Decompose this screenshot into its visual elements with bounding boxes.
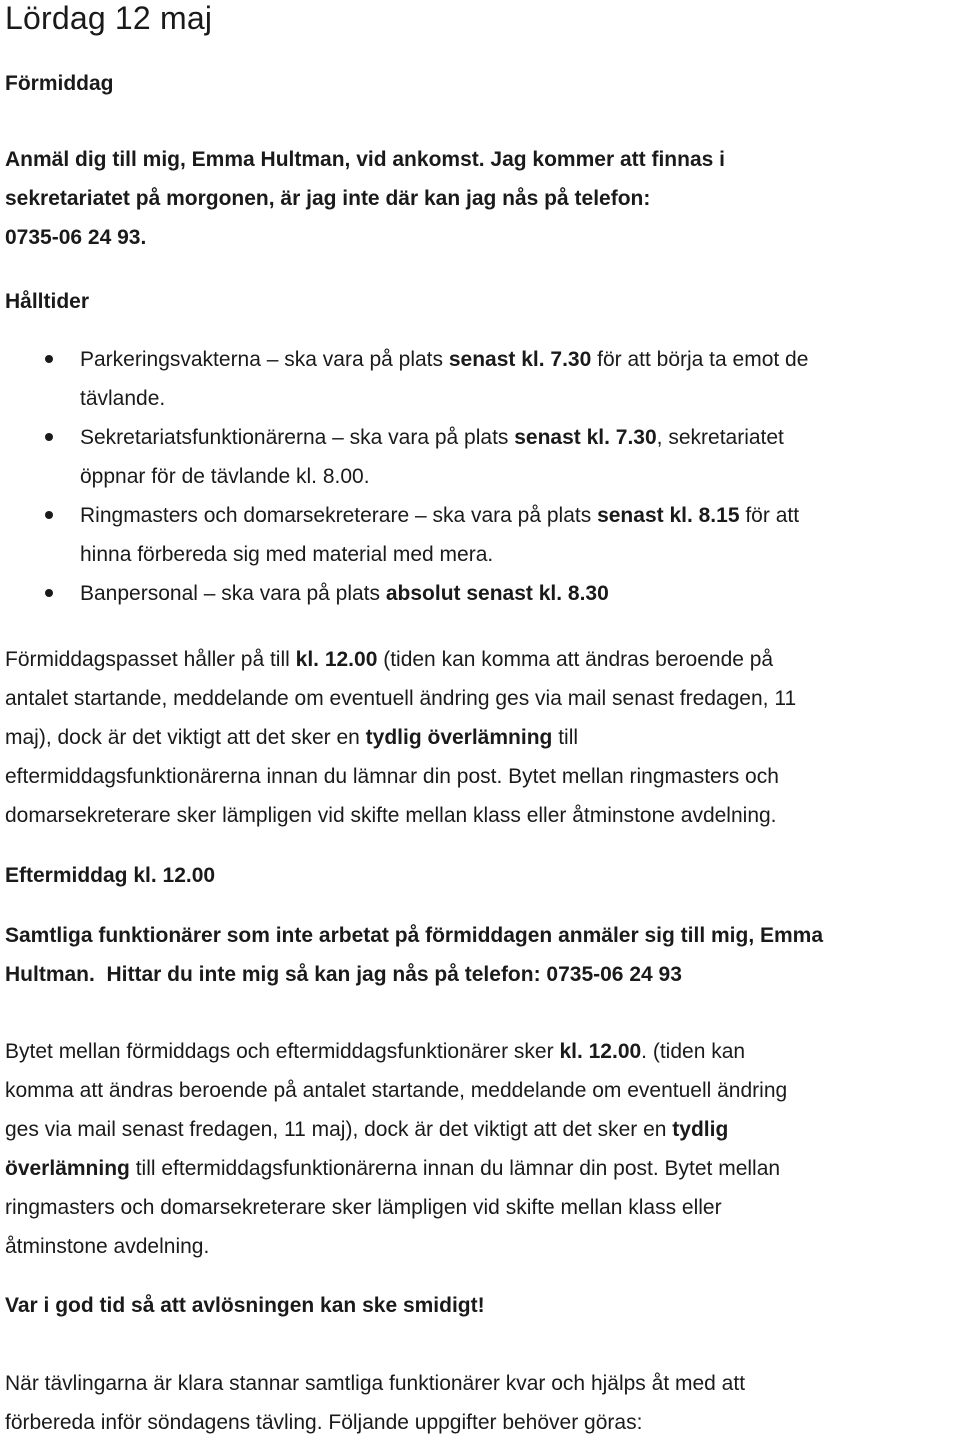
bullet-icon: [45, 589, 53, 597]
list-item: Ringmasters och domarsekreterare – ska vara på plats senast kl. 8.15 för att hinna förbereda sig med material med mera.: [5, 496, 957, 574]
shift-change-paragraph: Bytet mellan förmiddags och eftermiddagsfunktionärer sker kl. 12.00. (tiden kan komma att ändras beroende på antalet startande, meddelande om eventuell ändring ges via mail senast fredagen, 11 maj), dock är det viktigt att det sker en tydlig överlämning till eftermiddagsfunktionärerna innan du lämnar din post. Bytet mellan ringmasters och domarsekreterare sker lämpligen vid skifte mellan klass eller åtminstone avdelning.: [5, 1040, 788, 1258]
intro-line: sekretariatet på morgonen, är jag inte där kan jag nås på telefon:: [5, 187, 651, 210]
list-item: Sekretariatsfunktionärerna – ska vara på plats senast kl. 7.30, sekretariatet öppnar för de tävlande kl. 8.00.: [5, 418, 957, 496]
afternoon-heading: Eftermiddag kl. 12.00: [5, 864, 216, 887]
morning-pass-paragraph: Förmiddagspasset håller på till kl. 12.00 (tiden kan komma att ändras beroende på antalet startande, meddelande om eventuell ändring ges via mail senast fredagen, 11 maj), dock är det viktigt att det sker en tydlig överlämning till eftermiddagsfunktionärerna innan du lämnar din post. Bytet mellan ringmasters och domarsekreterare sker lämpligen vid skifte mellan klass eller åtminstone avdelning.: [5, 648, 797, 827]
page-title: Lördag 12 maj: [5, 0, 213, 36]
afternoon-notice: Samtliga funktionärer som inte arbetat på förmiddagen anmäler sig till mig, Emma Hultman. Hittar du inte mig så kan jag nås på telefon: 0735-06 24 93: [5, 924, 824, 986]
intro-line: 0735-06 24 93.: [5, 226, 147, 249]
list-item: Parkeringsvakterna – ska vara på plats senast kl. 7.30 för att börja ta emot de tävlande.: [5, 340, 957, 418]
closing-paragraph: När tävlingarna är klara stannar samtliga funktionärer kvar och hjälps åt med att förbereda inför söndagens tävling. Följande uppgifter behöver göras:: [5, 1372, 746, 1434]
list-item: Banpersonal – ska vara på plats absolut senast kl. 8.30: [5, 574, 957, 613]
bullet-icon: [45, 433, 53, 441]
intro-line: Anmäl dig till mig, Emma Hultman, vid ankomst. Jag kommer att finnas i: [5, 148, 725, 171]
intro-paragraph: [5, 140, 957, 257]
holdtimes-heading: Hålltider: [5, 290, 90, 313]
morning-heading: Förmiddag: [5, 72, 114, 95]
bullet-icon: [45, 511, 53, 519]
holdtimes-list: [5, 340, 957, 613]
bullet-icon: [45, 355, 53, 363]
be-on-time-notice: Var i god tid så att avlösningen kan ske smidigt!: [5, 1294, 485, 1317]
